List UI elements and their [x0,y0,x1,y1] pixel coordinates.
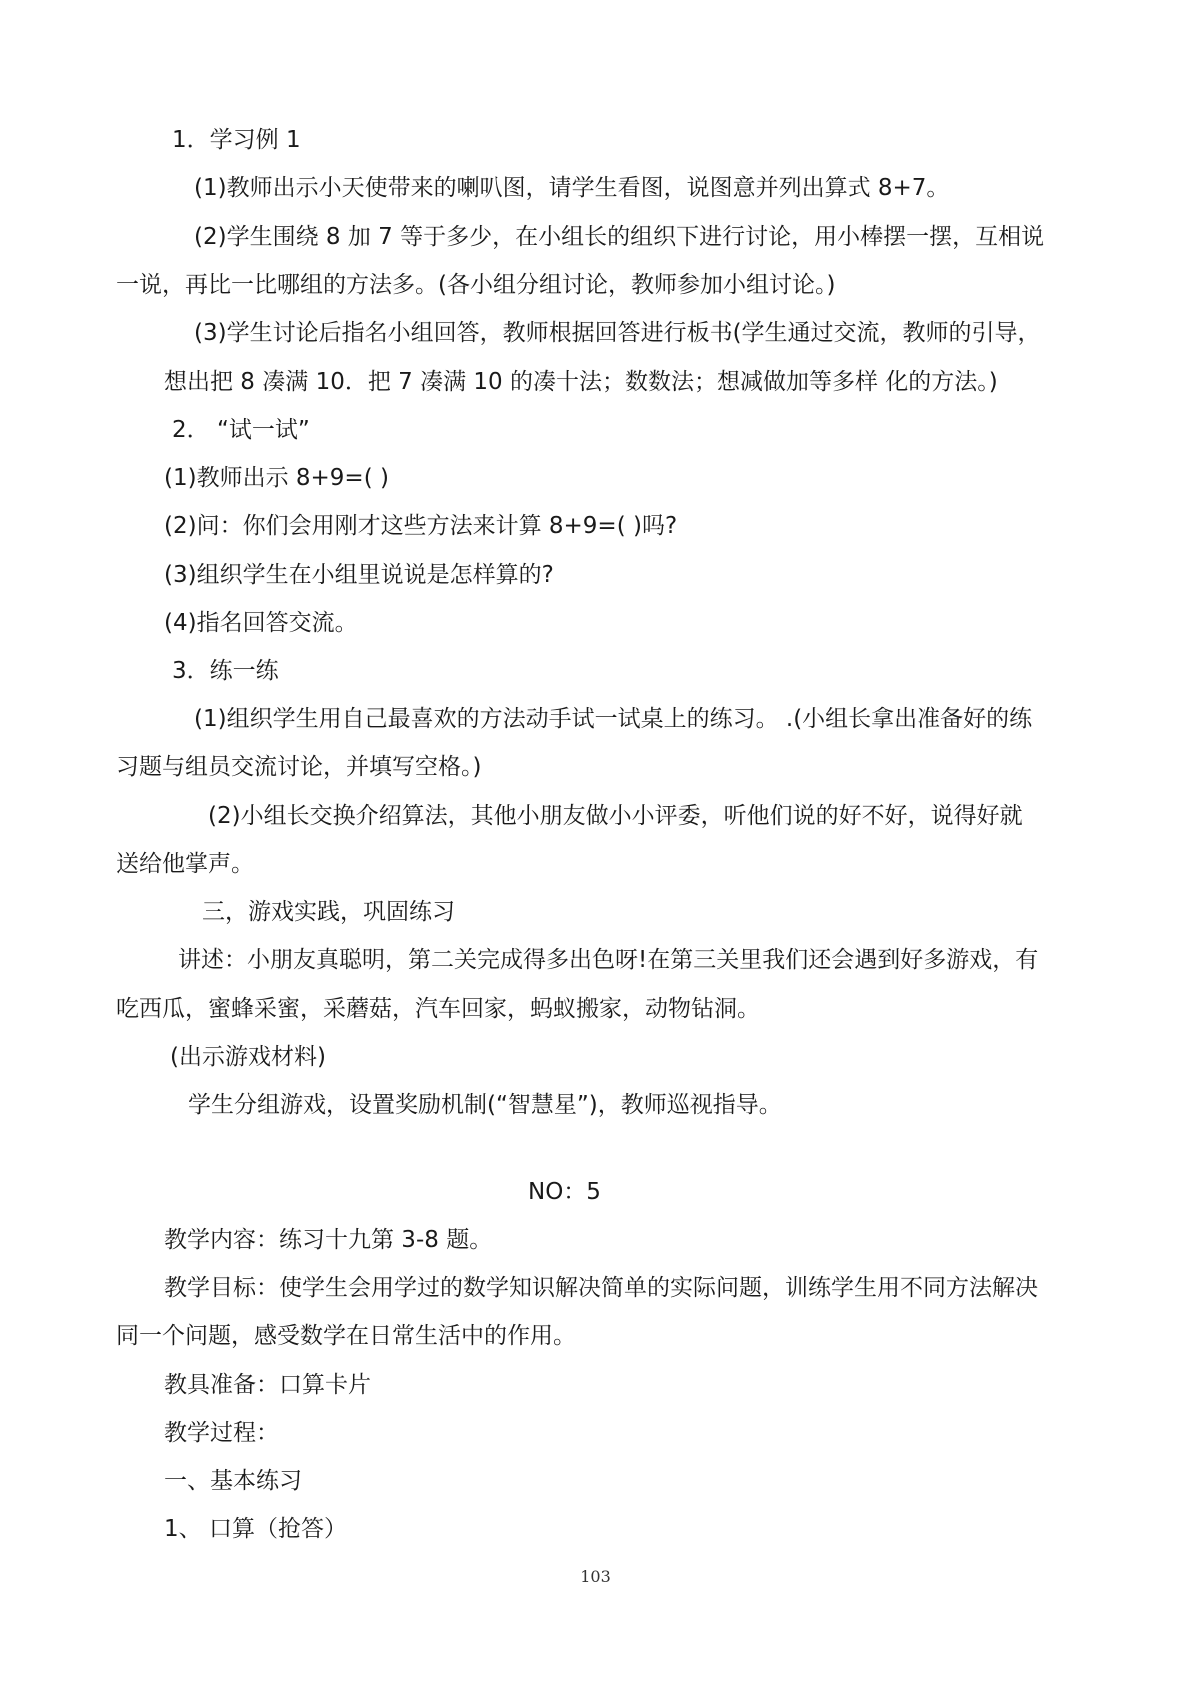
page-number: 103 [580,1567,611,1586]
paragraph-line: 习题与组员交流讨论，并填写空格。) [116,754,482,780]
paragraph-line: 教学内容：练习十九第 3-8 题。 [164,1227,493,1253]
section-heading: 2． “试一试” [172,417,310,443]
paragraph-line: (4)指名回答交流。 [164,610,358,636]
paragraph-line: (3)学生讨论后指名小组回答，教师根据回答进行板书(学生通过交流，教师的引导， [194,320,1041,346]
paragraph-line: 送给他掌声。 [116,851,254,877]
paragraph-line: (1)组织学生用自己最喜欢的方法动手试一试桌上的练习。 .(小组长拿出准备好的练 [194,706,1033,732]
paragraph-line: 学生分组游戏，设置奖励机制(“智慧星”)，教师巡视指导。 [188,1092,782,1118]
paragraph-line: (2)小组长交换介绍算法，其他小朋友做小小评委，听他们说的好不好，说得好就 [208,803,1023,829]
section-heading: 1．学习例 1 [172,127,301,153]
paragraph-line: (3)组织学生在小组里说说是怎样算的? [164,562,554,588]
lesson-number-heading: NO：5 [528,1179,601,1205]
paragraph-line: 1、 口算（抢答） [164,1516,347,1542]
paragraph-line: 教学目标：使学生会用学过的数学知识解决简单的实际问题，训练学生用不同方法解决 [164,1275,1038,1301]
section-heading: 3．练一练 [172,658,279,684]
section-heading: 三，游戏实践，巩固练习 [202,899,455,925]
paragraph-line: 同一个问题，感受数学在日常生活中的作用。 [116,1323,576,1349]
paragraph-line: (1)教师出示 8+9=( ) [164,465,389,491]
paragraph-line: (1)教师出示小天使带来的喇叭图，请学生看图，说图意并列出算式 8+7。 [194,175,950,201]
paragraph-line: 吃西瓜，蜜蜂采蜜，采蘑菇，汽车回家，蚂蚁搬家，动物钻洞。 [116,996,760,1022]
paragraph-line: 讲述：小朋友真聪明，第二关完成得多出色呀!在第三关里我们还会遇到好多游戏，有 [178,947,1039,973]
paragraph-line: 教学过程： [164,1420,279,1446]
paragraph-line: 教具准备：口算卡片 [164,1372,371,1398]
paragraph-line: (出示游戏材料) [170,1044,326,1070]
paragraph-line: 想出把 8 凑满 10．把 7 凑满 10 的凑十法；数数法；想减做加等多样 化的方法。) [164,369,998,395]
paragraph-line: (2)学生围绕 8 加 7 等于多少，在小组长的组织下进行讨论，用小棒摆一摆，互相说 [194,224,1045,250]
paragraph-line: (2)问：你们会用刚才这些方法来计算 8+9=( )吗? [164,513,678,539]
section-heading: 一、基本练习 [164,1468,302,1494]
paragraph-line: 一说，再比一比哪组的方法多。(各小组分组讨论，教师参加小组讨论。) [116,272,836,298]
